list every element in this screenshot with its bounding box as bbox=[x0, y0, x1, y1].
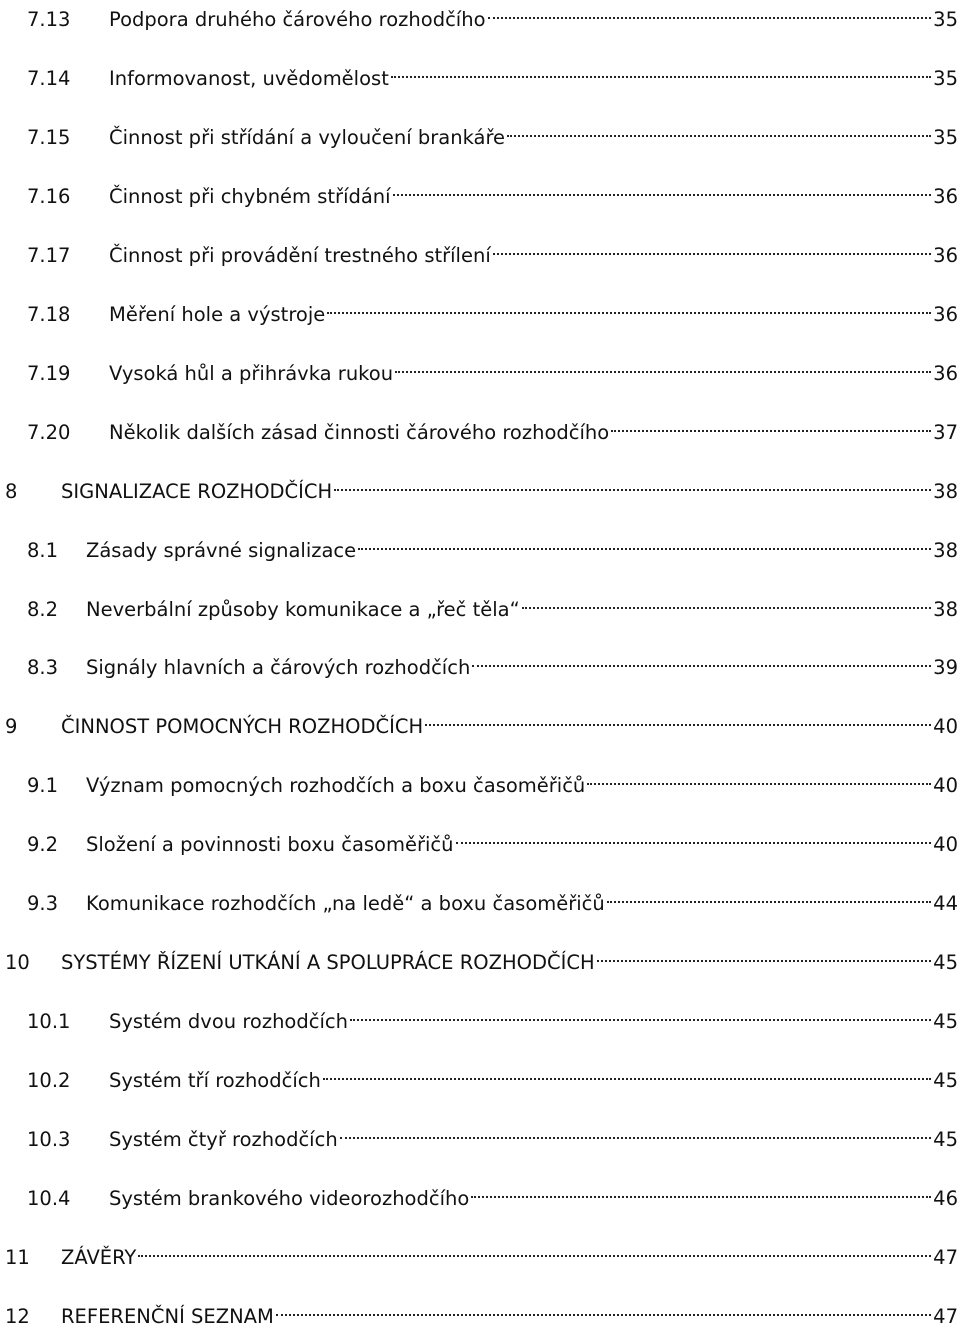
dot-leader bbox=[611, 409, 931, 439]
toc-entry[interactable] bbox=[0, 998, 958, 1034]
dot-leader bbox=[138, 1234, 931, 1264]
dot-leader bbox=[507, 114, 931, 144]
dot-leader bbox=[472, 644, 931, 674]
toc-entry[interactable] bbox=[0, 880, 958, 916]
toc-entry-page-number: 36 bbox=[933, 361, 958, 385]
toc-entry-number: 7.14 bbox=[27, 66, 71, 90]
toc-entry-number: 10 bbox=[5, 951, 30, 975]
toc-entry[interactable] bbox=[0, 644, 958, 680]
toc-entry-page-number: 40 bbox=[933, 774, 958, 798]
toc-entry-page-number: 44 bbox=[933, 892, 958, 916]
toc-entry-number: 9.1 bbox=[27, 774, 59, 798]
toc-entry-title: Neverbální způsoby komunikace a „řeč těla“ bbox=[86, 597, 520, 621]
toc-entry[interactable] bbox=[0, 762, 958, 798]
toc-entry-number: 10.2 bbox=[27, 1069, 71, 1093]
toc-entry-page-number: 39 bbox=[933, 656, 958, 680]
toc-entry-page-number: 46 bbox=[933, 1187, 958, 1210]
dot-leader bbox=[393, 173, 932, 203]
toc-entry-number: 9.2 bbox=[27, 833, 59, 857]
toc-entry[interactable] bbox=[0, 821, 958, 857]
toc-entry[interactable] bbox=[0, 350, 958, 385]
toc-entry-page-number: 45 bbox=[933, 1128, 958, 1152]
dot-leader bbox=[276, 1293, 931, 1323]
dot-leader bbox=[597, 939, 932, 969]
toc-entry[interactable] bbox=[0, 409, 958, 444]
toc-entry[interactable] bbox=[0, 291, 958, 326]
dot-leader bbox=[607, 880, 931, 910]
toc-entry-number: 7.18 bbox=[27, 302, 71, 326]
toc-entry[interactable] bbox=[0, 55, 958, 90]
dot-leader bbox=[340, 1116, 931, 1146]
toc-entry-title: Signály hlavních a čárových rozhodčích bbox=[86, 656, 471, 680]
toc-entry-page-number: 35 bbox=[933, 125, 958, 149]
toc-entry-page-number: 40 bbox=[933, 715, 958, 739]
toc-entry-page-number: 40 bbox=[933, 833, 958, 857]
toc-entry-title: ČINNOST POMOCNÝCH ROZHODČÍCH bbox=[61, 715, 424, 739]
toc-entry[interactable] bbox=[0, 939, 958, 975]
toc-entry-page-number: 35 bbox=[933, 66, 958, 90]
dot-leader bbox=[391, 55, 931, 85]
toc-entry[interactable] bbox=[0, 1116, 958, 1152]
dot-leader bbox=[456, 821, 932, 851]
toc-entry-page-number: 38 bbox=[933, 597, 958, 621]
toc-entry-page-number: 45 bbox=[933, 951, 958, 975]
dot-leader bbox=[350, 998, 931, 1028]
toc-entry[interactable] bbox=[0, 1175, 958, 1210]
toc-entry-number: 9.3 bbox=[27, 892, 59, 916]
toc-entry-title: Systém dvou rozhodčích bbox=[109, 1010, 348, 1034]
toc-entry-number: 10.4 bbox=[27, 1187, 71, 1210]
toc-entry-title: Systém tří rozhodčích bbox=[109, 1069, 321, 1093]
dot-leader bbox=[323, 1057, 931, 1087]
toc-entry-title: Komunikace rozhodčích „na ledě“ a boxu časoměřičů bbox=[86, 892, 605, 916]
toc-entry-number: 10.1 bbox=[27, 1010, 71, 1034]
toc-entry-page-number: 47 bbox=[933, 1304, 958, 1328]
toc-entry-number: 8.3 bbox=[27, 656, 59, 680]
toc-entry-page-number: 45 bbox=[933, 1069, 958, 1093]
dot-leader bbox=[425, 703, 931, 733]
toc-entry-number: 9 bbox=[5, 715, 18, 739]
toc-entry[interactable] bbox=[0, 586, 958, 621]
toc-entry-title: Systém čtyř rozhodčích bbox=[109, 1128, 338, 1152]
toc-entry[interactable] bbox=[0, 1057, 958, 1093]
toc-entry-page-number: 36 bbox=[933, 243, 958, 267]
dot-leader bbox=[471, 1175, 931, 1205]
toc-entry[interactable] bbox=[0, 527, 958, 562]
toc-entry-page-number: 36 bbox=[933, 184, 958, 208]
toc-entry-number: 7.20 bbox=[27, 420, 71, 444]
toc-entry-number: 12 bbox=[5, 1304, 30, 1328]
toc-entry-title: Systém brankového videorozhodčího bbox=[109, 1187, 470, 1210]
toc-entry-number: 11 bbox=[5, 1245, 30, 1269]
toc-entry-title: Informovanost, uvědomělost bbox=[109, 66, 389, 90]
toc-entry[interactable] bbox=[0, 468, 958, 503]
toc-entry-title: SIGNALIZACE ROZHODČÍCH bbox=[61, 479, 333, 503]
dot-leader bbox=[587, 762, 931, 792]
toc-entry[interactable] bbox=[0, 703, 958, 739]
toc-entry-page-number: 45 bbox=[933, 1010, 958, 1034]
toc-entry[interactable] bbox=[0, 173, 958, 208]
toc-entry[interactable] bbox=[0, 1234, 958, 1269]
dot-leader bbox=[358, 527, 931, 557]
toc-entry-title: Činnost při provádění trestného střílení bbox=[109, 243, 491, 267]
toc-entry[interactable] bbox=[0, 232, 958, 267]
toc-entry-title: Činnost při střídání a vyloučení brankáře bbox=[109, 125, 506, 149]
toc-entry-title: Vysoká hůl a přihrávka rukou bbox=[109, 361, 394, 385]
dot-leader bbox=[488, 0, 932, 26]
toc-entry-title: Měření hole a výstroje bbox=[109, 302, 326, 326]
toc-entry-number: 7.15 bbox=[27, 125, 71, 149]
toc-entry-number: 7.19 bbox=[27, 361, 71, 385]
toc-entry-page-number: 36 bbox=[933, 302, 958, 326]
dot-leader bbox=[395, 350, 931, 380]
toc-entry-number: 8 bbox=[5, 479, 18, 503]
dot-leader bbox=[334, 468, 931, 498]
toc-entry-title: ZÁVĚRY bbox=[61, 1245, 137, 1269]
toc-entry-page-number: 38 bbox=[933, 538, 958, 562]
toc-entry-title: REFERENČNÍ SEZNAM bbox=[61, 1304, 274, 1328]
toc-entry[interactable] bbox=[0, 0, 958, 31]
toc-entry-title: Činnost při chybném střídání bbox=[109, 184, 391, 208]
dot-leader bbox=[493, 232, 931, 262]
toc-entry-page-number: 37 bbox=[933, 420, 958, 444]
dot-leader bbox=[522, 586, 931, 616]
toc-entry-title: Několik dalších zásad činnosti čárového rozhodčího bbox=[109, 420, 610, 444]
toc-entry-title: Složení a povinnosti boxu časoměřičů bbox=[86, 833, 454, 857]
toc-entry-title: Zásady správné signalizace bbox=[86, 538, 357, 562]
toc-entry[interactable] bbox=[0, 114, 958, 149]
toc-entry-page-number: 38 bbox=[933, 479, 958, 503]
toc-entry-number: 8.1 bbox=[27, 538, 59, 562]
toc-entry-number: 7.17 bbox=[27, 243, 71, 267]
toc-entry-number: 8.2 bbox=[27, 597, 59, 621]
dot-leader bbox=[327, 291, 931, 321]
toc-entry-number: 7.16 bbox=[27, 184, 71, 208]
toc-entry-number: 10.3 bbox=[27, 1128, 71, 1152]
toc-entry-page-number: 47 bbox=[933, 1245, 958, 1269]
toc-entry[interactable] bbox=[0, 1293, 958, 1328]
toc-entry-page-number: 35 bbox=[933, 8, 958, 31]
toc-entry-title: SYSTÉMY ŘÍZENÍ UTKÁNÍ A SPOLUPRÁCE ROZHODČÍCH bbox=[61, 951, 595, 975]
toc-entry-number: 7.13 bbox=[27, 8, 71, 31]
toc-entry-title: Podpora druhého čárového rozhodčího bbox=[109, 8, 486, 31]
toc-entry-title: Význam pomocných rozhodčích a boxu časoměřičů bbox=[86, 774, 586, 798]
